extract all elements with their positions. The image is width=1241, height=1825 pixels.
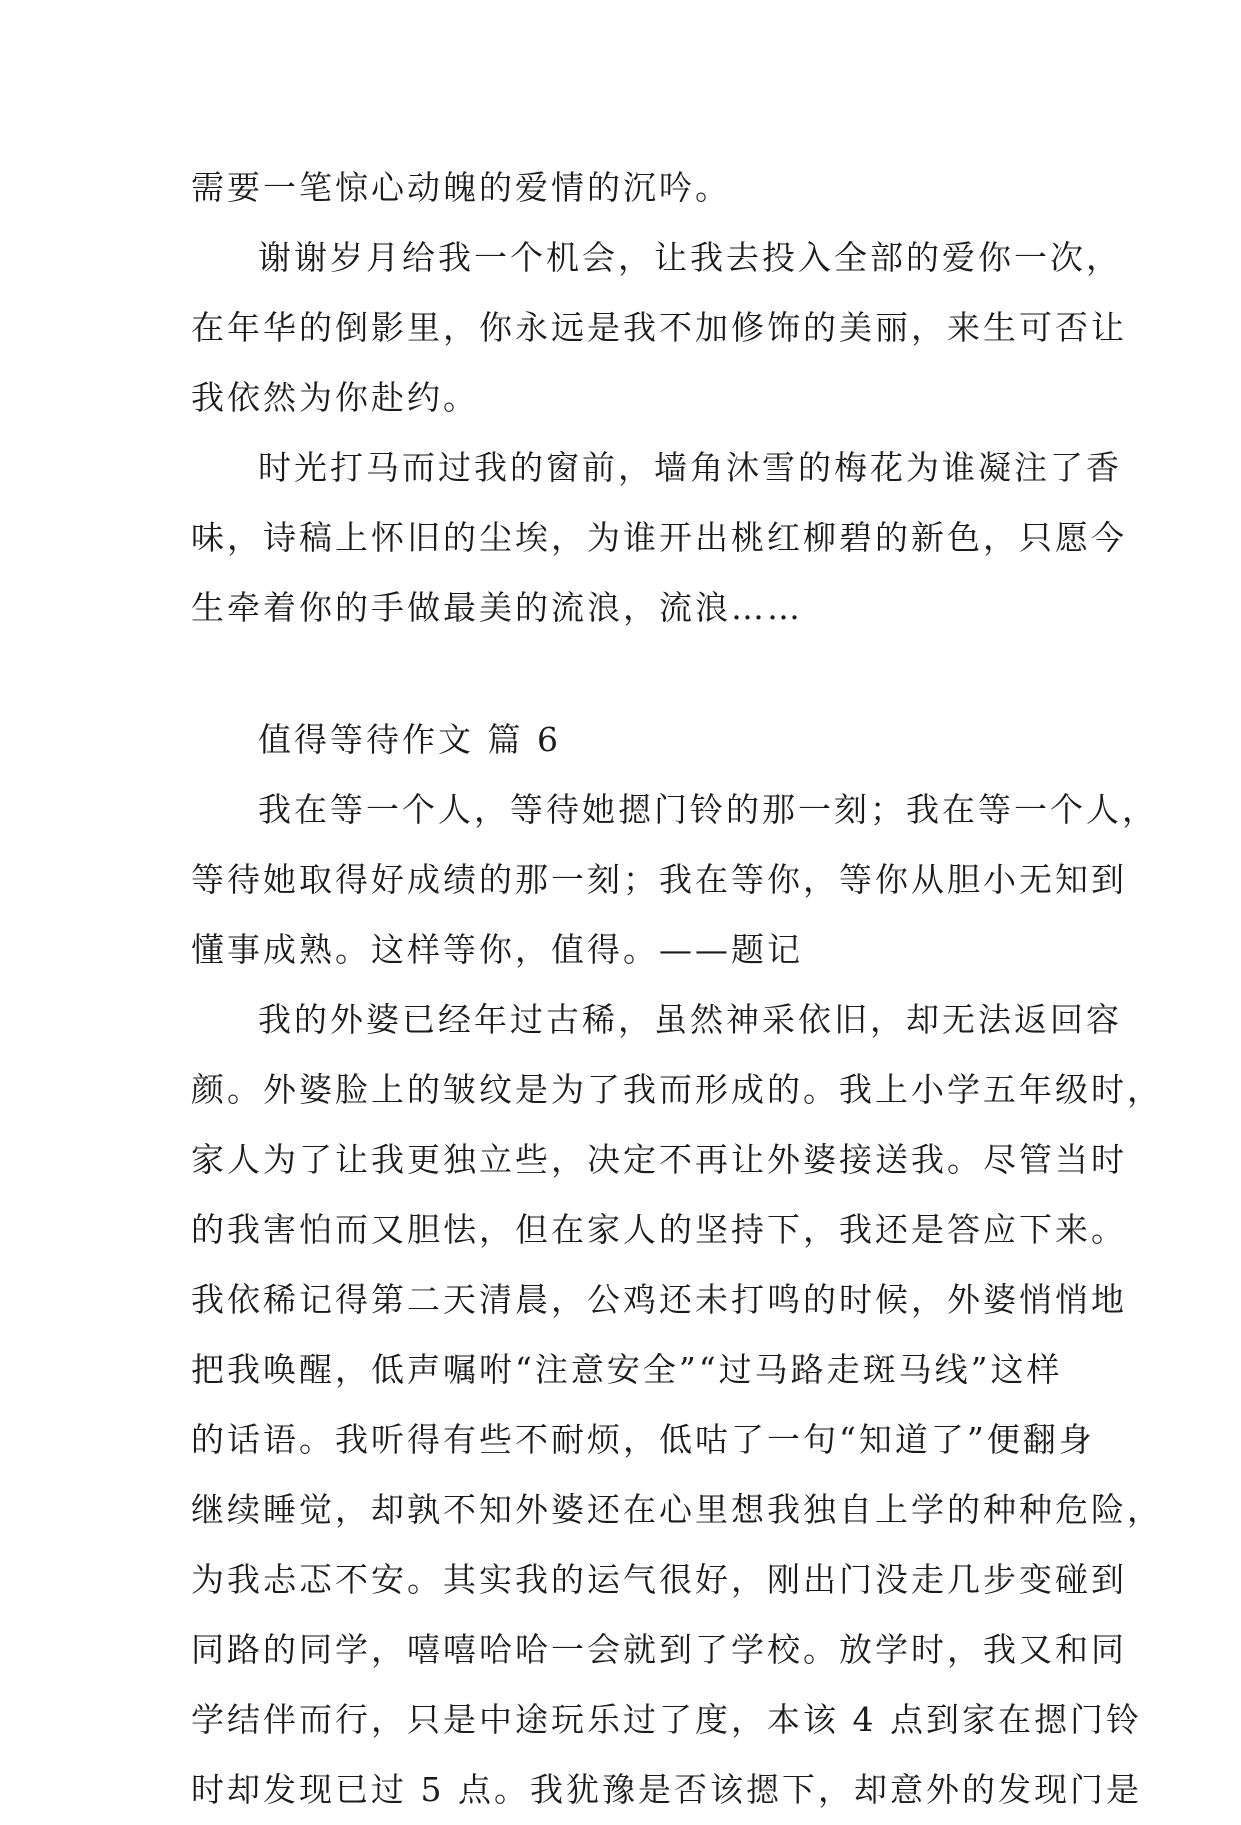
paragraph-line: 为我忐忑不安。其实我的运气很好，刚出门没走几步变碰到 — [191, 1560, 1127, 1599]
paragraph-line: 谢谢岁月给我一个机会，让我去投入全部的爱你一次， — [258, 238, 1122, 277]
paragraph-line: 在年华的倒影里，你永远是我不加修饰的美丽，来生可否让 — [191, 308, 1127, 347]
section-heading: 值得等待作文 篇 6 — [258, 720, 561, 759]
paragraph-line: 把我唤醒，低声嘱咐“注意安全”“过马路走斑马线”这样 — [191, 1350, 1063, 1389]
section-gap — [191, 643, 1091, 705]
paragraph-line: 颜。外婆脸上的皱纹是为了我而形成的。我上小学五年级时， — [191, 1070, 1163, 1109]
paragraph-line: 同路的同学，嘻嘻哈哈一会就到了学校。放学时，我又和同 — [191, 1630, 1127, 1669]
paragraph-line: 的我害怕而又胆怯，但在家人的坚持下，我还是答应下来。 — [191, 1210, 1127, 1249]
paragraph-line: 我的外婆已经年过古稀，虽然神采依旧，却无法返回容 — [258, 1000, 1122, 1039]
paragraph-line: 继续睡觉，却孰不知外婆还在心里想我独自上学的种种危险， — [191, 1490, 1163, 1529]
document-body — [191, 153, 1163, 1825]
paragraph-line: 我在等一个人，等待她摁门铃的那一刻；我在等一个人， — [258, 790, 1158, 829]
paragraph-line: 时光打马而过我的窗前，墙角沐雪的梅花为谁凝注了香 — [258, 448, 1122, 487]
paragraph-line: 我依稀记得第二天清晨，公鸡还未打鸣的时候，外婆悄悄地 — [191, 1280, 1127, 1319]
paragraph-line: 的话语。我听得有些不耐烦，低咕了一句“知道了”便翻身 — [191, 1420, 1095, 1459]
paragraph-line: 懂事成熟。这样等你，值得。——题记 — [191, 930, 803, 969]
paragraph-line: 家人为了让我更独立些，决定不再让外婆接送我。尽管当时 — [191, 1140, 1127, 1179]
paragraph-line: 味，诗稿上怀旧的尘埃，为谁开出桃红柳碧的新色，只愿今 — [191, 518, 1127, 557]
paragraph-line: 需要一笔惊心动魄的爱情的沉吟。 — [191, 168, 731, 207]
paragraph-line: 我依然为你赴约。 — [191, 378, 479, 417]
paragraph-line: 等待她取得好成绩的那一刻；我在等你，等你从胆小无知到 — [191, 860, 1127, 899]
paragraph-line: 学结伴而行，只是中途玩乐过了度，本该 4 点到家在摁门铃 — [191, 1700, 1142, 1739]
paragraph-line: 生牵着你的手做最美的流浪，流浪…… — [191, 588, 803, 627]
paragraph-line: 时却发现已过 5 点。我犹豫是否该摁下，却意外的发现门是 — [191, 1770, 1142, 1809]
